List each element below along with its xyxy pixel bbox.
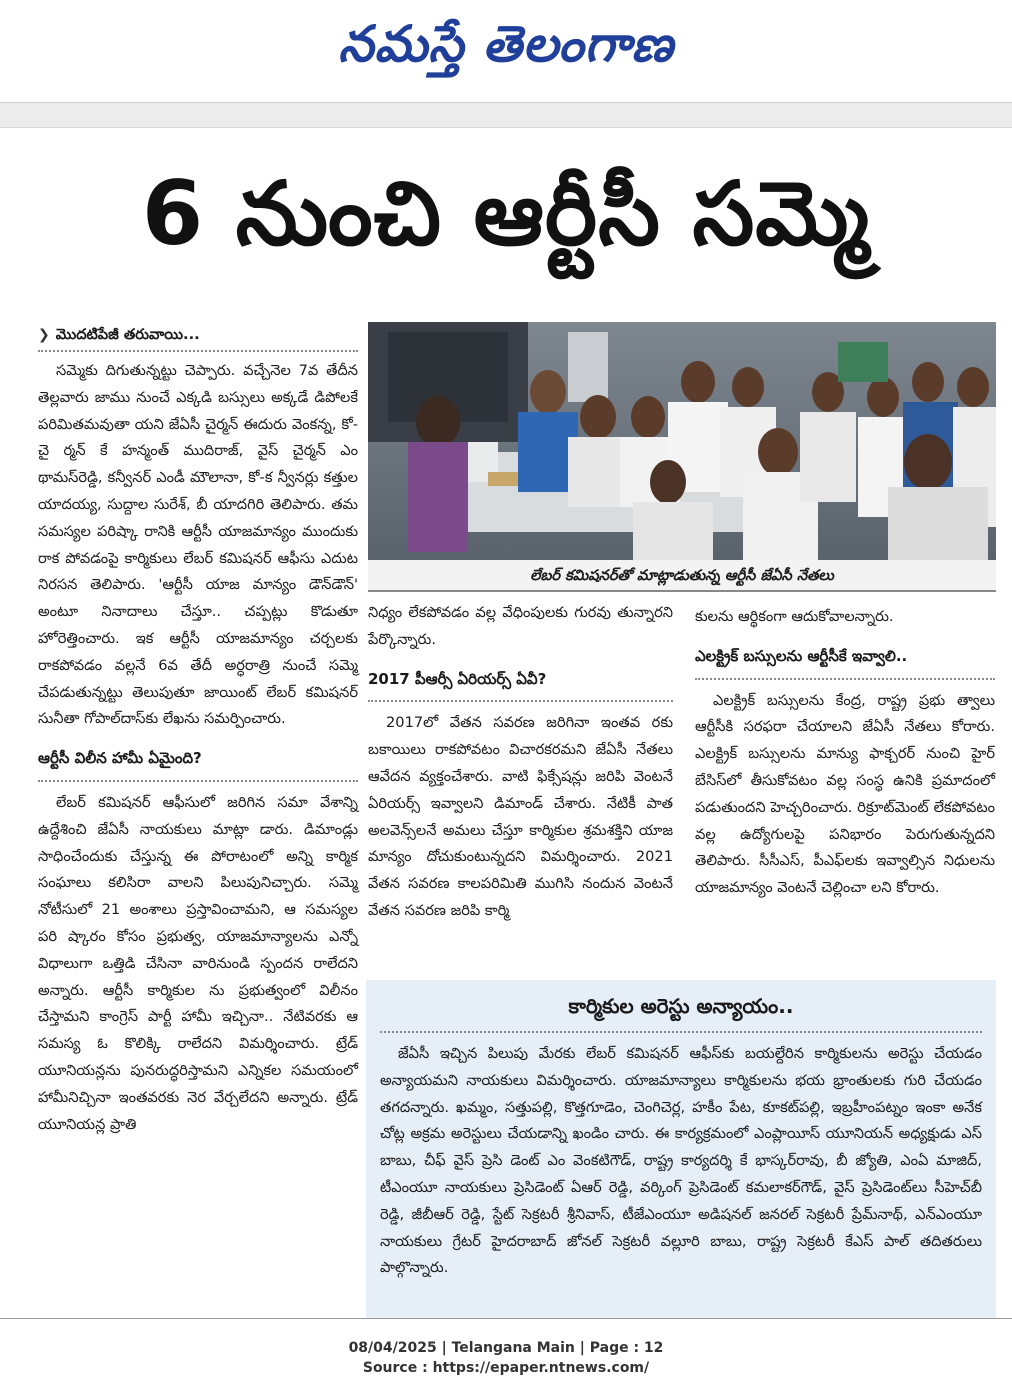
box-paragraph: జేఏసీ ఇచ్చిన పిలుపు మేరకు లేబర్ కమిషనర్ ఆఫీస్‌కు బయల్దేరిన కార్మికులను అరెస్టు చేయడం అన్యాయమని నాయకులు విమర్శించారు. యాజమాన్యాలు కార్మికులను భయ భ్రాంతులకు గురి చేయడం తగదన్నారు. ఖమ్మం, సత్తుపల్లి, కొత్తగూడెం, చెంగిచెర్ల, హకీం పేట, కూకట్‌పల్లి, ఇబ్రహీంపట్నం ఇంకా అనేక చోట్ల అక్రమ అరెస్టులు చేయడాన్ని ఖండిం చారు. ఈ కార్యక్రమంలో ఎంప్లాయీస్ యూనియన్ అధ్యక్షుడు ఎస్ బాబు, చీఫ్ వైస్ ప్రెసి డెంట్ ఎం వెంకటిగౌడ్, రాష్ట్ర కార్యదర్శి కే భాస్కర్‌రావు, బీ జ్యోతి, ఎంఏ మాజిద్, టీఎంయూ నాయకులు ప్రెసిడెంట్ ఏఆర్ రెడ్డి, వర్కింగ్ ప్రెసిడెంట్ కమలాకర్‌గౌడ్, వైస్ ప్రెసిడెంట్‌లు సీహెచ్‌బీ రెడ్డి, జీబీఆర్ రెడ్డి, స్టేట్ సెక్రటరీ శ్రీనివాస్, టీజేఎంయూ అడిషనల్ జనరల్ సెక్రటరీ ప్రేమ్‌నాథ్, ఎన్ఎంయూ నాయకులు గ్రేటర్ హైదరాబాద్ జోనల్ సెక్రటరీ వల్లూరి బాబు, రాష్ట్ర సెక్రటరీ కేఎస్ పాల్ తదితరులు పాల్గొన్నారు. (380, 1045, 982, 1277)
continued-label (38, 322, 358, 352)
top-strip (0, 102, 1012, 128)
sidebar-box (366, 980, 996, 1318)
source-link[interactable]: Source : https://epaper.ntnews.com/ (362, 1360, 650, 1376)
paragraph: కులను ఆర్థికంగా ఆదుకోవాలన్నారు. (695, 608, 894, 625)
subheading: 2017 పీఆర్సీ ఏరియర్స్ ఏవీ? (368, 654, 673, 703)
article-column-1 (38, 322, 358, 1138)
continued-text: మొదటిపేజీ తరువాయి... (55, 325, 200, 343)
paragraph: నిధ్యం లేకపోవడం వల్ల వేధింపులకు గురవు తున్నారని పేర్కొన్నారు. (368, 604, 673, 648)
footer (0, 1338, 1012, 1378)
article-column-3 (695, 604, 995, 902)
box-title: కార్మికుల అరెస్టు అన్యాయం.. (380, 988, 982, 1033)
paragraph: లేబర్ కమిషనర్ ఆఫీసులో జరిగిన సమా వేశాన్ని ఉద్దేశించి జేఏసీ నాయకులు మాట్లా డారు. డిమాండ్లు సాధించేందుకు చేస్తున్న ఈ పోరాటంలో అన్ని కార్మిక సంఘాలు కలిసిరా వాలని పిలుపునిచ్చారు. సమ్మె నోటీసులో 21 అంశాలు ప్రస్తావించామని, ఆ సమస్యల పరి ష్కారం కోసం ప్రభుత్వ, యాజమాన్యాలను ఎన్నో విధాలుగా ఒత్తిడి చేసినా వారినుండి స్పందన రాలేదని అన్నారు. ఆర్టీసీ కార్మికుల ను ప్రభుత్వంలో విలీనం చేస్తామని కాంగ్రెస్ పార్టీ హామీ ఇచ్చినా.. నేటివరకు ఆ సమస్య ఓ కొలిక్కి రాలేదని విమర్శించారు. ట్రేడ్ యూనియన్లను పునరుద్ధరిస్తామని ఎన్నికల సమయంలో హామీనిచ్చినా ఇంతవరకు నెర వేర్చలేదని అన్నారు. ట్రేడ్ యూనియన్ల ప్రాతి (38, 793, 358, 1133)
photo-caption: లేబర్ కమిషనర్‌తో మాట్లాడుతున్న ఆర్టీసీ జేఏసీ నేతలు (368, 560, 996, 592)
headline: 6 నుంచి ఆర్టీసీ సమ్మె (141, 162, 871, 265)
article-column-2 (368, 600, 673, 925)
subheading: ఆర్టీసీ విలీన హామీ ఏమైంది? (38, 733, 358, 782)
paragraph: సమ్మెకు దిగుతున్నట్టు చెప్పారు. వచ్చేనెల 7వ తేదీన తెల్లవారు జాము నుంచే ఎక్కడి బస్సులు అక్కడే డిపోలకే పరిమితమవుతా యని జేఏసీ చైర్మన్ ఈదురు వెంకన్న, కో-చై ర్మన్ కే హన్మంత్ ముదిరాజ్, వైస్ చైర్మన్ ఎం థామస్‌రెడ్డి, కన్వీనర్ ఎండీ మౌలానా, కో-క న్వీనర్లు కత్తుల యాదయ్య, సుద్దాల సురేశ్, బీ యాదగిరి తెలిపారు. తమ సమస్యల పరిష్కా రానికి ఆర్టీసీ యాజమాన్యం ముందుకు రాక పోవడంపై కార్మికులు లేబర్ కమిషనర్ ఆఫీసు ఎదుట నిరసన తెలిపారు. 'ఆర్టీసీ యాజ మాన్యం డౌన్‌డౌన్' అంటూ నినాదాలు చేస్తూ.. చప్పట్లు కొడుతూ హోరెత్తించారు. ఇక ఆర్టీసీ యాజమాన్యం చర్చలకు రాకపోవడం వల్లనే 6వ తేదీ అర్ధరాత్రి నుంచే సమ్మె చేపడుతున్నట్టు తెలుపుతూ జాయింట్ లేబర్ కమిషనర్ సునీతా గోపాల్‌దాస్‌కు లేఖను సమర్పించారు. (38, 362, 358, 728)
paragraph: ఎలక్ట్రిక్ బస్సులను కేంద్ర, రాష్ట్ర ప్రభు త్వాలు ఆర్టీసీకి సరఫరా చేయాలని జేఏసీ నేతలు కోరారు. ఎలక్ట్రిక్ బస్సులను మాన్యు ఫాక్చరర్ నుంచి హైర్ బేసిస్‌లో తీసుకోవటం వల్ల సంస్థ ఉనికి ప్రమాదంలో పడుతుందని హెచ్చరించారు. రిక్రూట్‌మెంట్ లేకపోవటం వల్ల ఉద్యోగులపై పనిభారం పెరుగుతున్నదని తెలిపారు. సీసీఎస్, పీఎఫ్‌లకు ఇవ్వాల్సిన నిధులను యాజమాన్యం వెంటనే చెల్లించా లని కోరారు. (695, 691, 995, 897)
masthead (0, 0, 1012, 102)
photo-illustration (368, 322, 996, 560)
paragraph: 2017లో వేతన సవరణ జరిగినా ఇంతవ రకు బకాయిలు రాకపోవటం విచారకరమని జేఏసీ నేతలు ఆవేదన వ్యక్తంచేశారు. వాటి ఫిక్సేషన్లు జరిపి వెంటనే ఏరియర్స్ ఇవ్వాలని డిమాండ్ చేశారు. నేటికీ పాత అలవెన్స్‌లనే అమలు చేస్తూ కార్మికుల శ్రమశక్తిని యాజ మాన్యం దోచుకుంటున్నదని విమర్శించారు. 2021 వేతన సవరణ కాలపరిమితి ముగిసి నందున వెంటనే వేతన సవరణ జరిపి కార్మి (368, 714, 673, 919)
footer-divider (0, 1318, 1012, 1319)
news-photo (368, 322, 996, 560)
edition-info: 08/04/2025 | Telangana Main | Page : 12 (348, 1340, 664, 1356)
newspaper-logo: నమస్తే తెలంగాణ (338, 14, 674, 73)
chevron-right-icon: ❯ (38, 326, 50, 343)
subheading: ఎలక్ట్రిక్ బస్సులను ఆర్టీసీకే ఇవ్వాలి.. (695, 631, 995, 680)
